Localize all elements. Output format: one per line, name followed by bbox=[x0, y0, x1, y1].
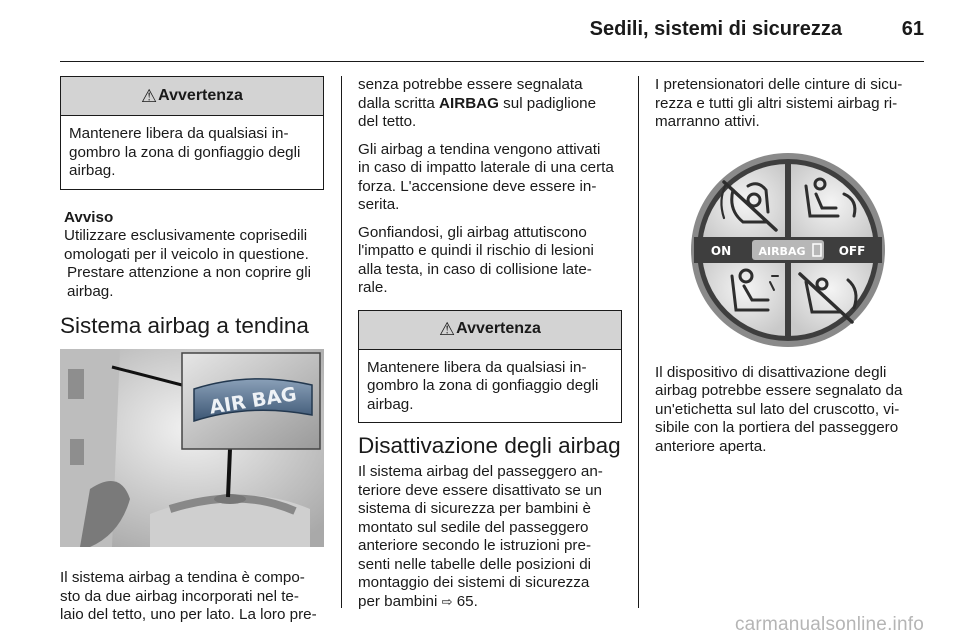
airbag-off-label-illustration bbox=[688, 150, 888, 350]
text-fragment: sul padiglione bbox=[498, 94, 597, 112]
activation-paragraph bbox=[358, 141, 622, 215]
text-line: del tetto. bbox=[358, 113, 417, 130]
pretensioner-paragraph bbox=[655, 76, 921, 132]
warning-box bbox=[60, 76, 324, 190]
section-heading-curtain-airbag: Sistema airbag a tendina bbox=[60, 313, 309, 338]
warning-title: Avvertenza bbox=[456, 320, 541, 338]
label-on-text: ON bbox=[710, 243, 732, 258]
text-line: airbag potrebbe essere segnalato da bbox=[655, 382, 903, 399]
warning-title: Avvertenza bbox=[158, 86, 243, 104]
section-heading-airbag-deactivation: Disattivazione degli airbag bbox=[358, 433, 621, 458]
text-line: Il sistema airbag a tendina è compo- bbox=[60, 569, 305, 586]
text-line: montaggio dei sistemi di sicurezza bbox=[358, 574, 590, 591]
warning-body bbox=[359, 350, 621, 423]
page-reference-arrow-icon: ⇨ bbox=[441, 593, 453, 609]
airbag-off-label-wrap bbox=[655, 150, 921, 350]
warning-line: gombro la zona di gonfiaggio degli bbox=[367, 377, 599, 394]
watermark: carmanualsonline.info bbox=[734, 614, 924, 635]
text-line: Il dispositivo di disattivazione degli bbox=[655, 363, 887, 381]
warning-line: Mantenere libera da qualsiasi in- bbox=[69, 125, 289, 142]
text-line: senza potrebbe essere segnalata bbox=[358, 76, 583, 93]
label-off-text: OFF bbox=[838, 243, 866, 258]
curtain-airbag-illustration bbox=[60, 349, 324, 547]
warning-header bbox=[61, 77, 323, 116]
label-location-paragraph bbox=[655, 364, 921, 457]
notice-line: Utilizzare esclusivamente coprisedili bbox=[64, 227, 308, 244]
warning-line: airbag. bbox=[367, 395, 414, 413]
text-line: rale. bbox=[358, 279, 388, 296]
text-line: anteriore aperta. bbox=[655, 437, 767, 455]
page-reference-link[interactable]: 65. bbox=[456, 592, 478, 610]
text-line: forza. L'accensione deve essere in- bbox=[358, 177, 597, 195]
column-3 bbox=[655, 76, 921, 456]
text-line: sibile con la portiera del passeggero bbox=[655, 419, 899, 436]
text-line: sistema di sicurezza per bambini è bbox=[358, 500, 591, 517]
warning-header bbox=[359, 311, 621, 350]
header-rule bbox=[60, 61, 924, 62]
column-divider-2 bbox=[638, 76, 639, 608]
text-line: rezza e tutti gli altri sistemi airbag ri- bbox=[655, 94, 898, 112]
warning-line: gombro la zona di gonfiaggio degli bbox=[69, 143, 301, 161]
text-line: in caso di impatto laterale di una certa bbox=[358, 159, 614, 176]
text-line: Gli airbag a tendina vengono attivati bbox=[358, 140, 601, 158]
page-number: 61 bbox=[901, 18, 924, 40]
column-divider-1 bbox=[341, 76, 342, 608]
text-line: senti nelle tabelle delle posizioni di bbox=[358, 555, 592, 573]
text-line: teriore deve essere disattivato se un bbox=[358, 481, 602, 499]
label-airbag-text: AIRBAG bbox=[758, 244, 806, 258]
text-fragment: per bambini bbox=[358, 592, 442, 610]
text-line: un'etichetta sul lato del cruscotto, vi- bbox=[655, 400, 900, 418]
text-line: anteriore secondo le istruzioni pre- bbox=[358, 537, 591, 554]
text-line: montato sul sedile del passeggero bbox=[358, 518, 589, 536]
page-header-title: Sedili, sistemi di sicurezza bbox=[589, 18, 842, 40]
text-line: Gonfiandosi, gli airbag attutiscono bbox=[358, 223, 587, 241]
inflation-paragraph bbox=[358, 224, 622, 298]
notice bbox=[60, 209, 324, 302]
warning-line: Mantenere libera da qualsiasi in- bbox=[367, 358, 587, 376]
warning-box bbox=[358, 310, 622, 424]
notice-title: Avviso bbox=[64, 208, 114, 226]
warning-triangle-icon: ⚠ bbox=[141, 85, 158, 106]
warning-triangle-icon: ⚠ bbox=[439, 319, 456, 340]
warning-body bbox=[61, 116, 323, 189]
text-line bbox=[358, 593, 622, 612]
curtain-airbag-paragraph bbox=[60, 569, 324, 625]
text-line: I pretensionatori delle cinture di sicu- bbox=[655, 76, 903, 93]
text-line: l'impatto e quindi il rischio di lesioni bbox=[358, 242, 594, 259]
text-line: sto da due airbag incorporati nel te- bbox=[60, 587, 299, 605]
text-line: alla testa, in caso di collisione late- bbox=[358, 260, 592, 278]
warning-line: airbag. bbox=[69, 162, 116, 179]
text-line: marranno attivi. bbox=[655, 113, 760, 130]
airbag-label-bold: AIRBAG bbox=[439, 94, 499, 112]
notice-line: Prestare attenzione a non coprire gli bbox=[67, 264, 311, 281]
deactivation-paragraph bbox=[358, 463, 622, 611]
text-line: serita. bbox=[358, 196, 400, 213]
column-1 bbox=[60, 76, 324, 625]
airbag-presence-paragraph bbox=[358, 76, 622, 132]
text-line: dalla scritta bbox=[358, 94, 440, 112]
notice-line: airbag. bbox=[67, 282, 114, 300]
column-2 bbox=[358, 76, 622, 611]
text-line: laio del tetto, uno per lato. La loro pre- bbox=[60, 606, 317, 623]
notice-line: omologati per il veicolo in questione. bbox=[64, 245, 309, 263]
airbag-badge-text: AIR BAG bbox=[207, 383, 299, 419]
text-line: Il sistema airbag del passeggero an- bbox=[358, 463, 603, 480]
